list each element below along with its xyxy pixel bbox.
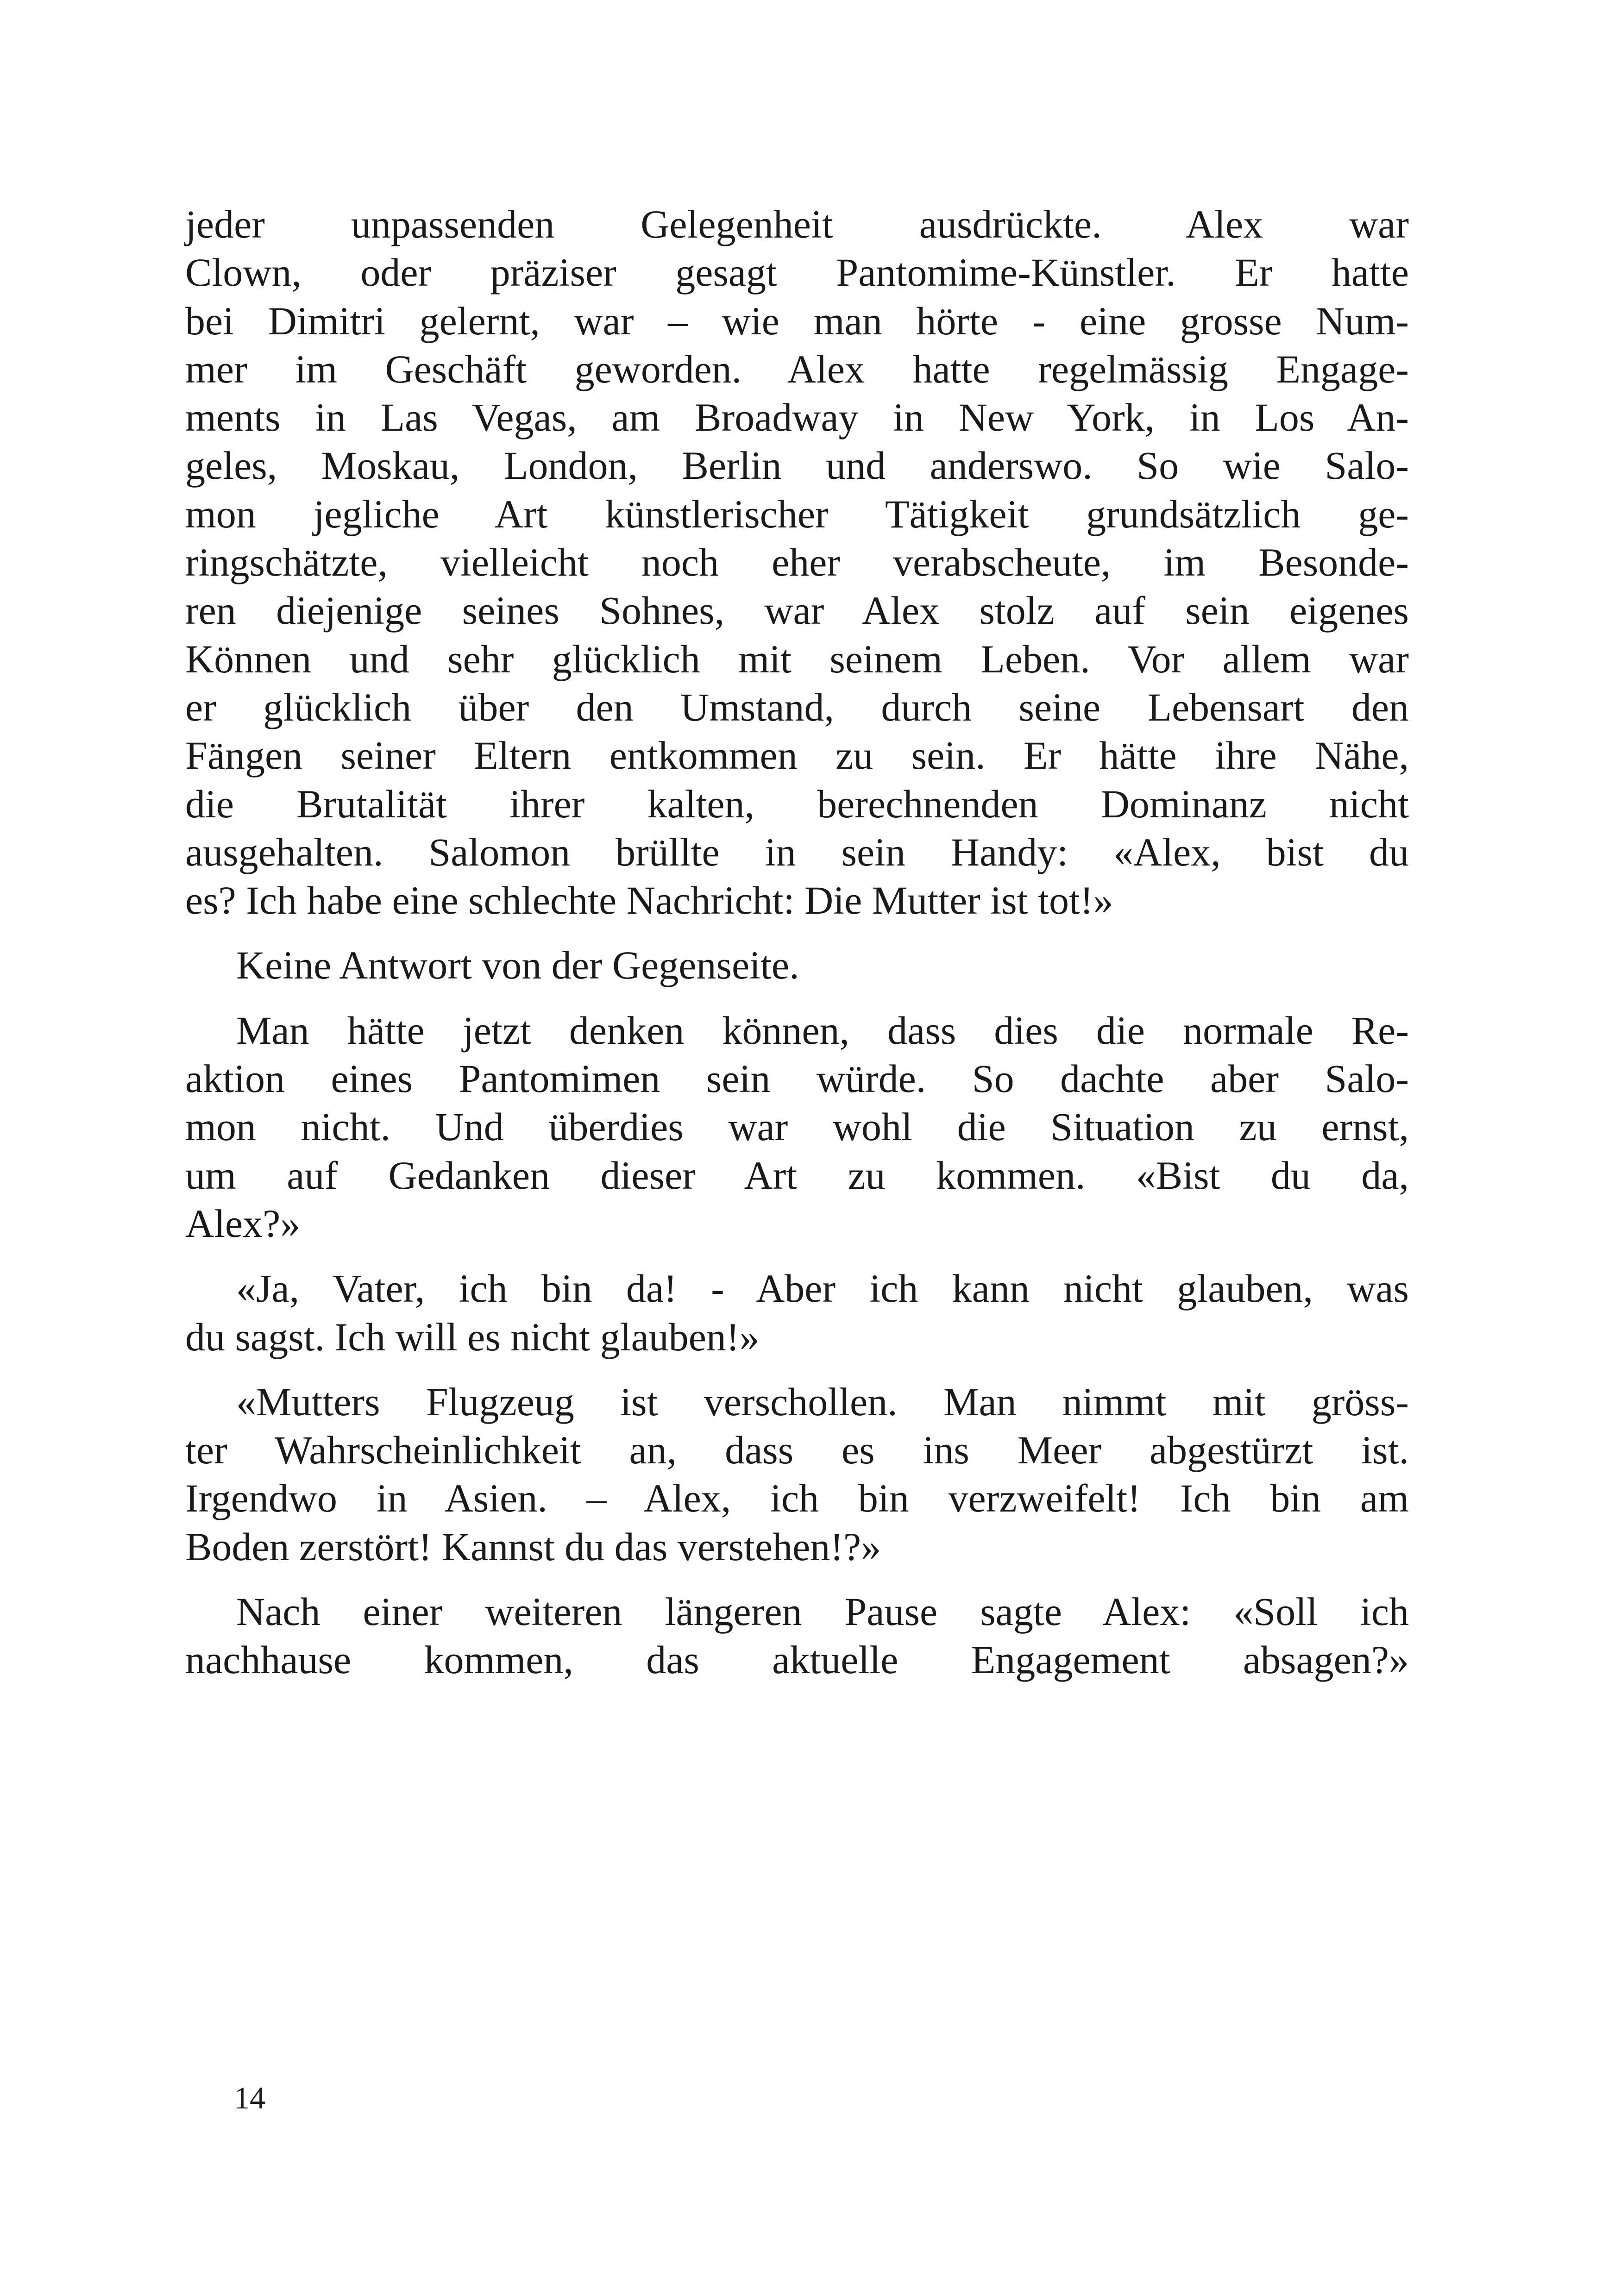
paragraph-1 xyxy=(185,200,1409,924)
text-line: die Brutalität ihrer kalten, berechnenden Dominanz nicht xyxy=(185,781,1409,826)
text-line: mon jegliche Art künstlerischer Tätigkeit grundsätzlich ge- xyxy=(185,491,1409,536)
text-line: «Mutters Flugzeug ist verschollen. Man nimmt mit gröss- xyxy=(236,1379,1409,1424)
text-line: Fängen seiner Eltern entkommen zu sein. Er hätte ihre Nähe, xyxy=(185,733,1409,778)
text-line: geles, Moskau, London, Berlin und anderswo. So wie Salo- xyxy=(185,443,1409,488)
text-line: Keine Antwort von der Gegenseite. xyxy=(236,943,799,988)
text-line: ringschätzte, vielleicht noch eher verabscheute, im Besonde- xyxy=(185,540,1409,585)
paragraph-6 xyxy=(185,1587,1409,1684)
text-line: Irgendwo in Asien. – Alex, ich bin verzweifelt! Ich bin am xyxy=(185,1476,1409,1521)
paragraph-2 xyxy=(185,941,1409,989)
text-line: ausgehalten. Salomon brüllte in sein Handy: «Alex, bist du xyxy=(185,829,1409,874)
text-line: ren diejenige seines Sohnes, war Alex stolz auf sein eigenes xyxy=(185,588,1409,633)
text-line: mer im Geschäft geworden. Alex hatte regelmässig Engage- xyxy=(185,346,1409,391)
text-line: Können und sehr glücklich mit seinem Leben. Vor allem war xyxy=(185,636,1409,681)
text-line: «Ja, Vater, ich bin da! - Aber ich kann nicht glauben, was xyxy=(236,1266,1409,1311)
text-line: Alex?» xyxy=(185,1201,301,1246)
page-number: 14 xyxy=(234,2080,265,2115)
text-line: ter Wahrscheinlichkeit an, dass es ins Meer abgestürzt ist. xyxy=(185,1428,1409,1473)
text-line: ments in Las Vegas, am Broadway in New York, in Los An- xyxy=(185,395,1409,440)
text-line: Man hätte jetzt denken können, dass dies die normale Re- xyxy=(236,1008,1409,1053)
paragraph-4 xyxy=(185,1264,1409,1361)
text-line: Clown, oder präziser gesagt Pantomime-Künstler. Er hatte xyxy=(185,250,1409,295)
text-line: um auf Gedanken dieser Art zu kommen. «Bist du da, xyxy=(185,1153,1409,1198)
text-line: Nach einer weiteren längeren Pause sagte Alex: «Soll ich xyxy=(236,1589,1409,1634)
text-line: jeder unpassenden Gelegenheit ausdrückte. Alex war xyxy=(185,202,1409,246)
text-line: er glücklich über den Umstand, durch seine Lebensart den xyxy=(185,684,1409,729)
text-line: aktion eines Pantomimen sein würde. So dachte aber Salo- xyxy=(185,1056,1409,1101)
body-text xyxy=(185,200,1409,1684)
text-line: nachhause kommen, das aktuelle Engagement absagen?» xyxy=(185,1637,1409,1682)
text-line: du sagst. Ich will es nicht glauben!» xyxy=(185,1314,760,1359)
paragraph-5 xyxy=(185,1378,1409,1571)
paragraph-3 xyxy=(185,1006,1409,1248)
text-line: Boden zerstört! Kannst du das verstehen!?» xyxy=(185,1524,881,1569)
text-line: mon nicht. Und überdies war wohl die Situation zu ernst, xyxy=(185,1104,1409,1149)
text-line: es? Ich habe eine schlechte Nachricht: Die Mutter ist tot!» xyxy=(185,878,1113,923)
text-line: bei Dimitri gelernt, war – wie man hörte - eine grosse Num- xyxy=(185,298,1409,343)
